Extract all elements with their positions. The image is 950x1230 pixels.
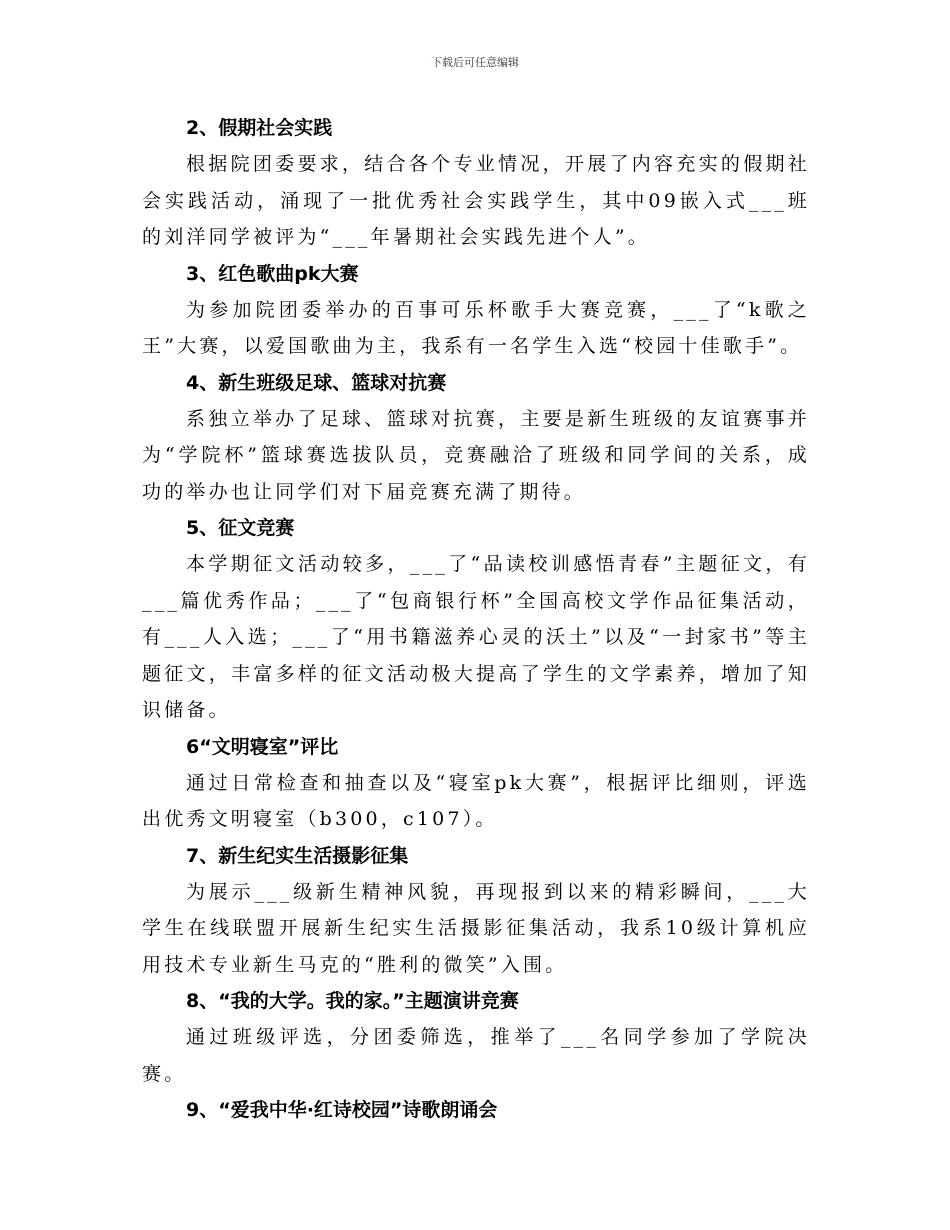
document-body — [142, 110, 810, 1128]
section-photo-collection — [142, 838, 810, 984]
section-heading: 4、新生班级足球、篮球对抗赛 — [186, 371, 447, 394]
section-paragraph: 为参加院团委举办的百事可乐杯歌手大赛竞赛，___了“k歌之王”大赛，以爱国歌曲为主，我系有一名学生入选“校园十佳歌手”。 — [142, 298, 810, 357]
section-paragraph: 根据院团委要求，结合各个专业情况，开展了内容充实的假期社会实践活动，涌现了一批优秀社会实践学生，其中09嵌入式___班的刘洋同学被评为“___年暑期社会实践先进个人”。 — [142, 153, 810, 248]
section-paragraph: 为展示___级新生精神风貌，再现报到以来的精彩瞬间，___大学生在线联盟开展新生纪实生活摄影征集活动，我系10级计算机应用技术专业新生马克的“胜利的微笑”入围。 — [142, 880, 810, 976]
section-heading: 2、假期社会实践 — [186, 117, 333, 139]
section-poetry-recital — [142, 1092, 810, 1128]
section-heading: 5、征文竞赛 — [186, 517, 295, 539]
section-red-song-contest — [142, 256, 810, 365]
section-dorm-evaluation — [142, 729, 810, 838]
section-speech-contest — [142, 983, 810, 1092]
section-paragraph: 系独立举办了足球、篮球对抗赛，主要是新生班级的友谊赛事并为“学院杯”篮球赛选拔队员，竞赛融洽了班级和同学间的关系，成功的举办也让同学们对下届竞赛充满了期待。 — [142, 407, 810, 503]
section-heading: 6“文明寝室”评比 — [186, 735, 339, 758]
section-holiday-practice — [142, 110, 810, 256]
section-heading: 3、红色歌曲pk大赛 — [186, 262, 359, 285]
page-header: 下载后可任意编辑 — [431, 56, 519, 69]
section-heading: 9、“爱我中华·红诗校园”诗歌朗诵会 — [186, 1099, 498, 1121]
section-heading: 7、新生纪实生活摄影征集 — [186, 844, 409, 867]
section-paragraph: 本学期征文活动较多，___了“品读校训感悟青春”主题征文，有___篇优秀作品；___了“包商银行杯”全国高校文学作品征集活动，有___人入选；___了“用书籍滋养心灵的沃土”以及“一封家书”等主题征文，丰富多样的征文活动极大提高了学生的文学素养，增加了知识储备。 — [142, 553, 810, 721]
section-paragraph: 通过班级评选，分团委筛选，推举了___名同学参加了学院决赛。 — [142, 1026, 810, 1085]
section-essay-contest — [142, 510, 810, 729]
section-ball-games — [142, 365, 810, 511]
section-paragraph: 通过日常检查和抽查以及“寝室pk大赛”，根据评比细则，评选出优秀文明寝室（b300，c107）。 — [142, 771, 810, 830]
section-heading: 8、“我的大学。我的家。”主题演讲竞赛 — [186, 990, 519, 1012]
